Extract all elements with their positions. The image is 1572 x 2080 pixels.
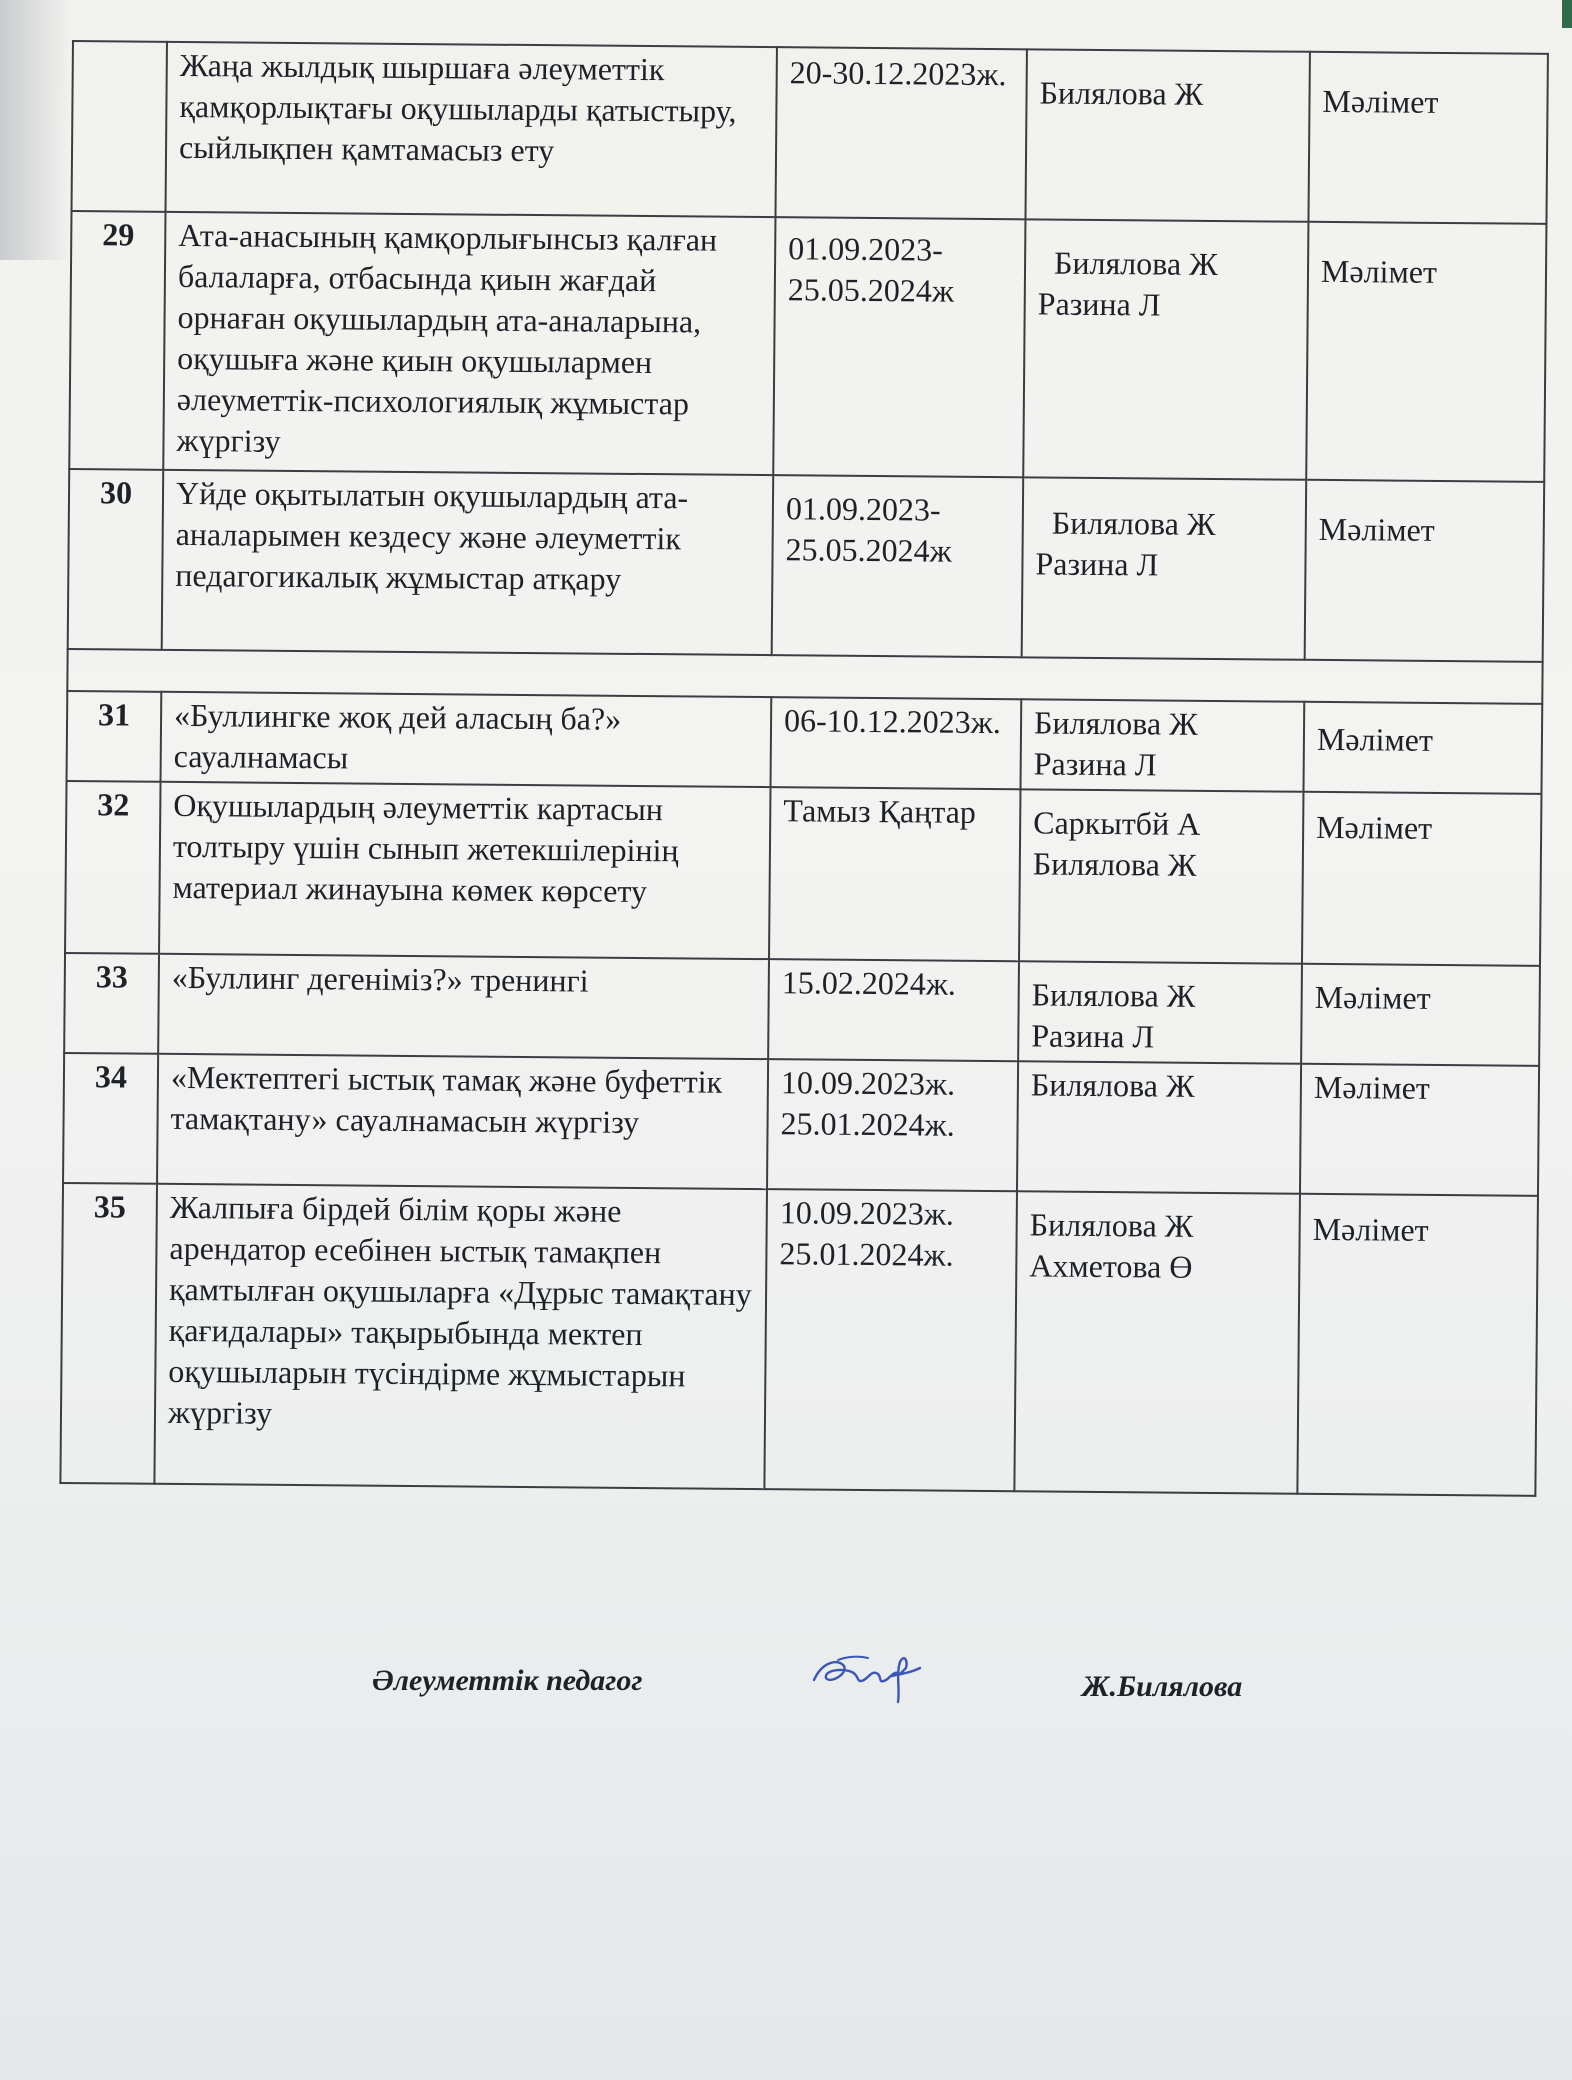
background-edge: [1562, 0, 1572, 28]
date-cell: 01.09.2023-25.05.2024ж: [773, 217, 1025, 477]
table-row: [68, 469, 1545, 662]
signature-block: [0, 1640, 1572, 1720]
row-number: [72, 41, 167, 212]
result-cell: Мәлімет: [1301, 964, 1540, 1066]
responsible-person: Разина Л: [1031, 1017, 1155, 1055]
responsible-person: Ахметова Ө: [1029, 1247, 1193, 1285]
result-cell: Мәлімет: [1300, 1064, 1539, 1196]
activity-text: Ата-анасының қамқорлығынсыз қалған балаларға, отбасында қиын жағдай орнаған оқушылардың ата-аналарына, оқушыға және қиын оқушылармен әлеуметтік-психологиялық жұмыстар жүргізу: [163, 212, 775, 475]
activity-text: Үйде оқытылатын оқушылардың ата-аналарымен кездесу және әлеуметтік педагогикалық жұмыстар атқару: [162, 470, 774, 655]
responsible-cell: [1019, 789, 1303, 963]
table-row: [69, 211, 1546, 482]
signer-name: Ж.Билялова: [1082, 1670, 1243, 1703]
activity-text: Жалпыға бірдей білім қоры және арендатор есебінен ыстық тамақпен қамтылған оқушыларға «Дұрыс тамақтану қағидалары» тақырыбында мектеп оқушыларын түсіндірме жұмыстарын жүргізу: [154, 1184, 767, 1489]
responsible-person: Билялова Ж: [1029, 1206, 1194, 1244]
responsible-person: Билялова Ж: [1033, 704, 1198, 742]
responsible-cell: [1025, 49, 1309, 221]
responsible-person: Билялова Ж: [1039, 74, 1204, 112]
date-cell: 20-30.12.2023ж.: [775, 47, 1026, 219]
activity-text: Жаңа жылдық шыршаға әлеуметтік қамқорлықтағы оқушыларды қатыстыру, сыйлықпен қамтамасыз ету: [166, 42, 777, 217]
table-row: [65, 781, 1541, 966]
table-row: [67, 691, 1543, 794]
result-cell: Мәлімет: [1297, 1194, 1538, 1496]
responsible-person: Разина Л: [1037, 285, 1161, 323]
responsible-person: Билялова Ж: [1051, 504, 1216, 542]
plan-table-sheet: [59, 40, 1547, 1497]
activity-text: Оқушылардың әлеуметтік картасын толтыру үшін сынып жетекшілерінің материал жинауына көмек көрсету: [159, 782, 770, 959]
responsible-person: Разина Л: [1035, 545, 1159, 583]
row-number: 34: [63, 1053, 158, 1184]
responsible-cell: [1023, 219, 1308, 479]
responsible-person: Билялова Ж: [1032, 845, 1197, 883]
row-number: 31: [67, 691, 162, 782]
responsible-cell: [1022, 477, 1307, 659]
responsible-cell: [1020, 699, 1304, 791]
row-number: 33: [64, 953, 159, 1054]
result-cell: Мәлімет: [1306, 222, 1546, 482]
table-row: [72, 41, 1548, 224]
date-cell: 15.02.2024ж.: [768, 959, 1019, 1061]
signer-role: Әлеуметтік педагог: [372, 1664, 643, 1697]
row-number: 29: [69, 211, 165, 470]
date-cell: 01.09.2023-25.05.2024ж: [772, 475, 1024, 657]
table-row: [63, 1053, 1539, 1196]
responsible-person: Саркытбй А: [1033, 804, 1201, 842]
result-cell: Мәлімет: [1305, 480, 1545, 662]
date-cell: 10.09.2023ж. 25.01.2024ж.: [767, 1059, 1018, 1191]
plan-table: [59, 40, 1549, 1497]
date-cell: Тамыз Қаңтар: [769, 787, 1020, 961]
handwritten-signature-icon: [808, 1640, 928, 1710]
table-row: [60, 1183, 1538, 1496]
activity-text: «Мектептегі ыстық тамақ және буфеттік тамақтану» сауалнамасын жүргізу: [157, 1054, 768, 1189]
activity-text: «Буллинг дегеніміз?» тренингі: [158, 954, 769, 1059]
responsible-person: Билялова Ж: [1030, 1066, 1195, 1104]
responsible-cell: [1017, 1061, 1301, 1193]
table-row: [64, 953, 1540, 1066]
date-cell: 10.09.2023ж. 25.01.2024ж.: [764, 1189, 1017, 1491]
result-cell: Мәлімет: [1303, 702, 1542, 794]
responsible-person: Билялова Ж: [1053, 244, 1218, 283]
responsible-person: Билялова Ж: [1031, 976, 1196, 1014]
activity-text: «Буллингке жоқ дей аласың ба?» сауалнамасы: [161, 692, 772, 787]
page-curl-shadow: [0, 0, 70, 260]
row-number: 30: [68, 469, 164, 650]
responsible-cell: [1018, 961, 1302, 1063]
row-number: 32: [65, 781, 160, 954]
result-cell: Мәлімет: [1302, 792, 1541, 966]
date-cell: 06-10.12.2023ж.: [771, 697, 1022, 789]
row-number: 35: [60, 1183, 157, 1484]
result-cell: Мәлімет: [1308, 52, 1547, 224]
responsible-person: Разина Л: [1033, 745, 1157, 783]
responsible-cell: [1014, 1191, 1300, 1493]
